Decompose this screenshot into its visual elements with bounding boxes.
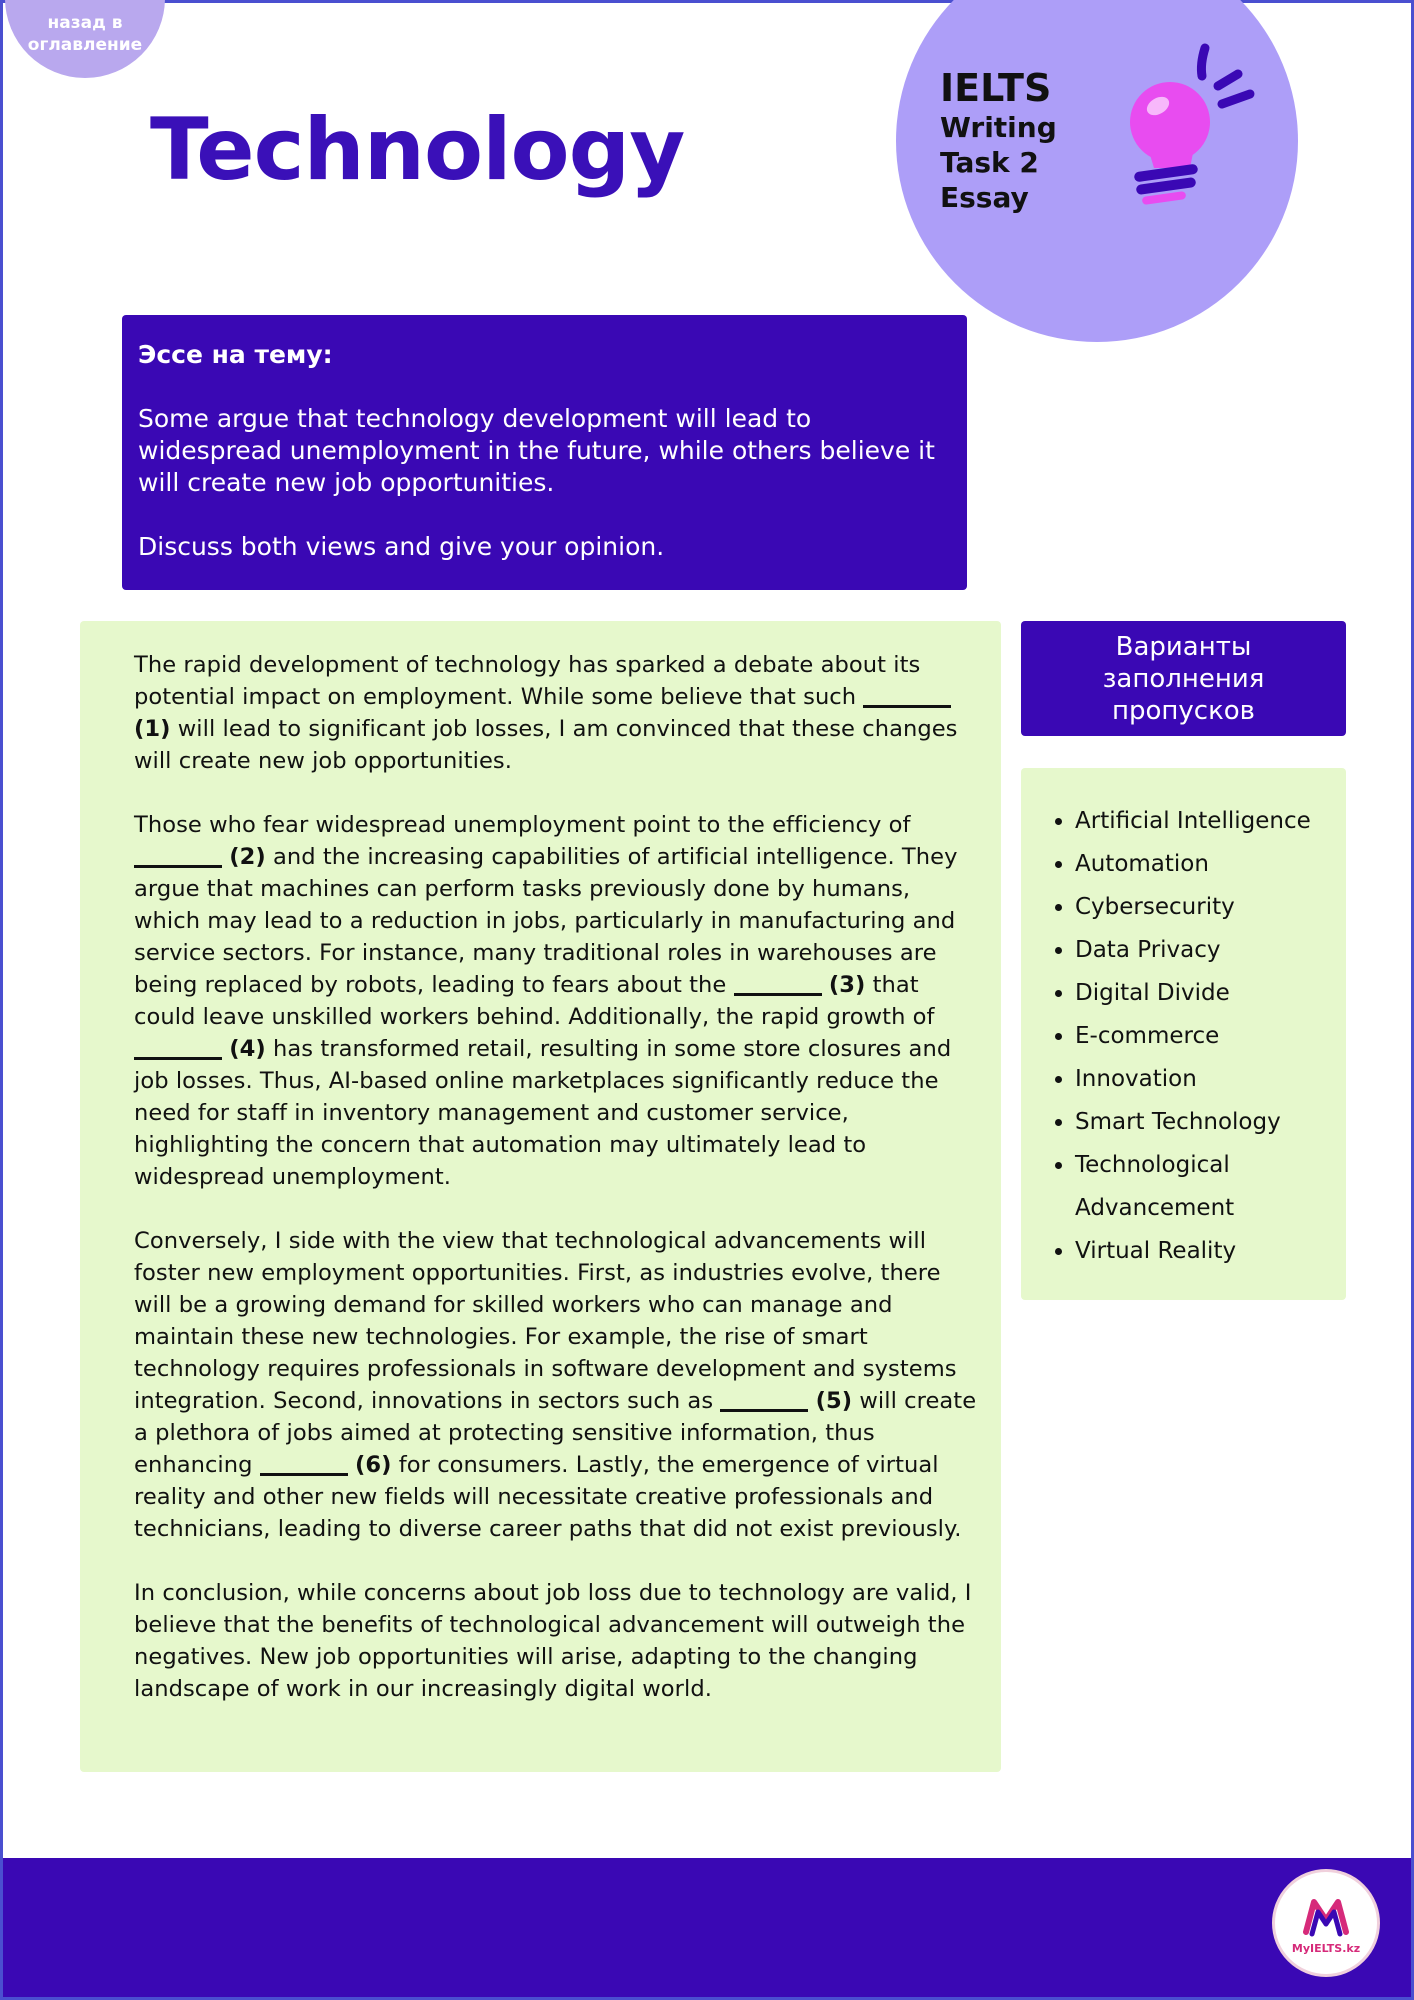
essay-paragraph-2 bbox=[134, 809, 981, 1193]
prompt-text: Some argue that technology development will lead to widespread unemployment in the future, while others believe it will create new job opportunities. bbox=[138, 404, 935, 497]
gap-blank-4 bbox=[134, 1036, 222, 1060]
badge-line-ielts: IELTS bbox=[940, 66, 1052, 110]
option-item: • Innovation bbox=[1075, 1058, 1332, 1101]
essay-text: The rapid development of technology has sparked a debate about its potential impact on employment. While some believe that such bbox=[134, 652, 921, 710]
gap-number-3: (3) bbox=[828, 972, 866, 998]
essay-text: has transformed retail, resulting in some store closures and job losses. Thus, AI-based online marketplaces significantly reduce the need for staff in inventory management and customer service, highlighting the concern that automation may ultimately lead to widespread unemployment. bbox=[134, 1036, 952, 1190]
essay-paragraph-4: In conclusion, while concerns about job loss due to technology are valid, I believe that the benefits of technological advancement will outweigh the negatives. New job opportunities will arise, adapting to the changing landscape of work in our increasingly digital world. bbox=[134, 1580, 972, 1702]
options-list bbox=[1075, 800, 1332, 1273]
gap-number-4: (4) bbox=[229, 1036, 266, 1062]
gap-number-6: (6) bbox=[354, 1452, 392, 1478]
gap-number-1: (1) bbox=[134, 716, 171, 742]
gap-blank-1 bbox=[863, 684, 951, 708]
essay-text: Conversely, I side with the view that technological advancements will foster new employment opportunities. First, as industries evolve, there will be a growing demand for skilled workers who can manage and maintain these new technologies. For example, the rise of smart technology requires professionals in software development and systems integration. Second, innovations in sectors such as bbox=[134, 1228, 957, 1414]
option-item: • Automation bbox=[1075, 843, 1332, 886]
footer-bar bbox=[3, 1858, 1411, 1997]
badge-line-task: Task 2 bbox=[940, 146, 1039, 179]
gap-blank-2 bbox=[134, 844, 222, 868]
option-item: • Digital Divide bbox=[1075, 972, 1332, 1015]
option-item: • E-commerce bbox=[1075, 1015, 1332, 1058]
option-item: • Smart Technology bbox=[1075, 1101, 1332, 1144]
gap-number-5: (5) bbox=[815, 1388, 853, 1414]
myielts-logo-icon bbox=[1300, 1892, 1352, 1940]
essay-prompt-box bbox=[122, 315, 967, 590]
prompt-heading: Эссе на тему: bbox=[138, 340, 333, 369]
badge-line-essay: Essay bbox=[940, 181, 1029, 214]
essay-text: that could leave unskilled workers behind. Additionally, the rapid growth of bbox=[134, 972, 935, 1030]
gap-blank-5 bbox=[720, 1388, 808, 1412]
options-heading: Варианты заполнения пропусков bbox=[1021, 621, 1346, 736]
option-item: • Data Privacy bbox=[1075, 929, 1332, 972]
option-item: • Artificial Intelligence bbox=[1075, 800, 1332, 843]
myielts-logo[interactable] bbox=[1272, 1869, 1380, 1977]
essay-text: will lead to significant job losses, I am convinced that these changes will create new job opportunities. bbox=[134, 716, 958, 774]
logo-text: MyIELTS.kz bbox=[1291, 1941, 1361, 1955]
essay-text-panel bbox=[80, 621, 1001, 1772]
essay-paragraph-1 bbox=[134, 649, 981, 777]
back-link-label-line2: оглавление bbox=[27, 35, 143, 55]
option-item: • Virtual Reality bbox=[1075, 1230, 1332, 1273]
option-item: • Technological Advancement bbox=[1075, 1144, 1332, 1230]
gap-blank-6 bbox=[260, 1452, 348, 1476]
essay-text: and the increasing capabilities of artificial intelligence. They argue that machines can perform tasks previously done by humans, which may lead to a reduction in jobs, particularly in manufacturing and service sectors. For instance, many traditional roles in warehouses are being replaced by robots, leading to fears about the bbox=[134, 844, 958, 998]
essay-text: Those who fear widespread unemployment point to the efficiency of bbox=[134, 812, 911, 838]
page-title: Technology bbox=[150, 100, 685, 200]
essay-text: for consumers. Lastly, the emergence of virtual reality and other new fields will necessitate creative professionals and technicians, leading to diverse career paths that did not exist previously. bbox=[134, 1452, 962, 1542]
options-list-panel bbox=[1021, 768, 1346, 1300]
badge-line-writing: Writing bbox=[940, 111, 1057, 144]
lightbulb-icon bbox=[1110, 36, 1260, 206]
option-item: • Cybersecurity bbox=[1075, 886, 1332, 929]
essay-paragraph-3 bbox=[134, 1225, 981, 1545]
back-link-label-line1: назад в bbox=[47, 13, 123, 33]
essay-text: will create a plethora of jobs aimed at protecting sensitive information, thus enhancing bbox=[134, 1388, 977, 1478]
prompt-directive: Discuss both views and give your opinion. bbox=[138, 532, 665, 561]
gap-number-2: (2) bbox=[229, 844, 266, 870]
ielts-badge bbox=[940, 66, 1057, 215]
gap-blank-3 bbox=[734, 972, 822, 996]
